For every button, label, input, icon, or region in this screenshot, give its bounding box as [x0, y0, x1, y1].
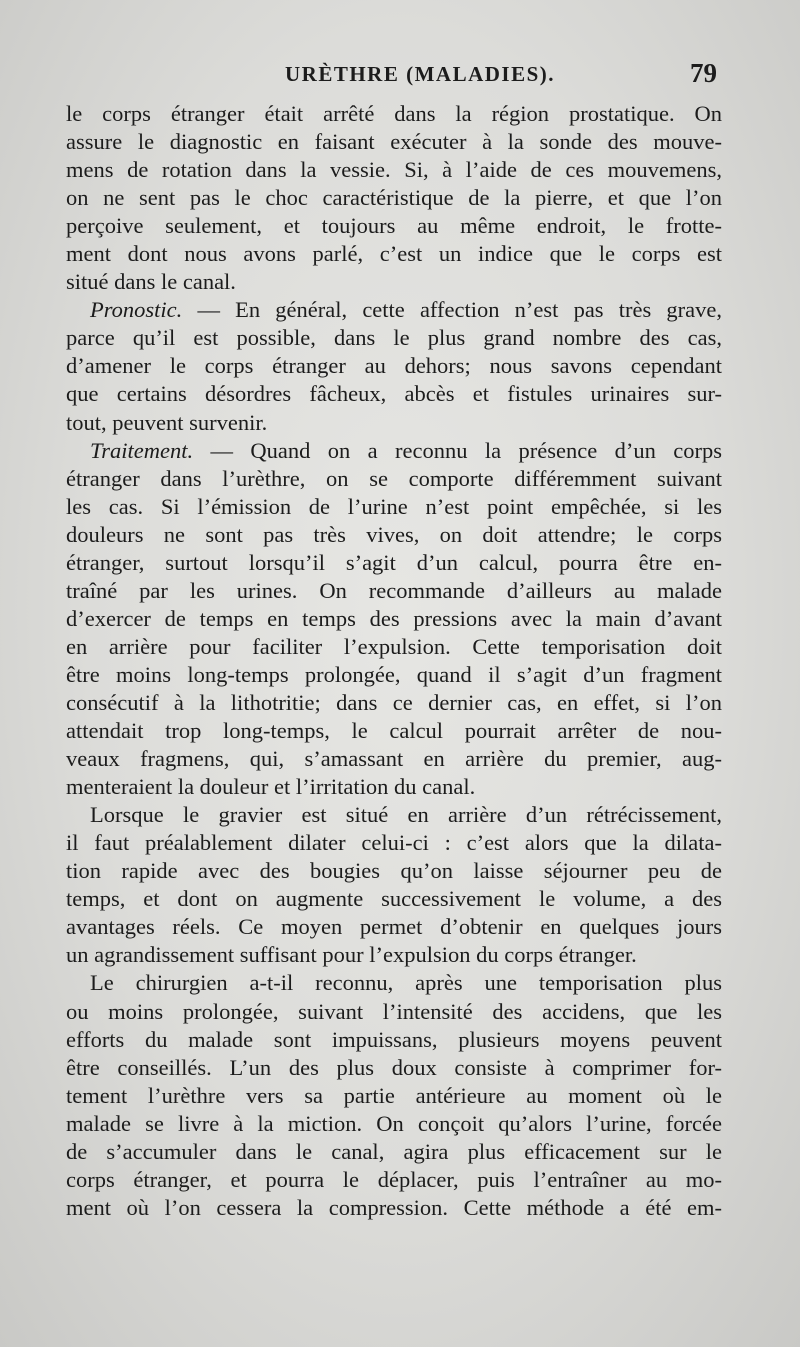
- text-line: tion rapide avec des bougies qu’on laisse séjourner peu de: [66, 858, 722, 884]
- text-line: de s’accumuler dans le canal, agira plus efficacement sur le: [66, 1138, 722, 1164]
- text-line: corps étranger, et pourra le déplacer, puis l’entraîner au mo-: [66, 1166, 722, 1192]
- text-line: douleurs ne sont pas très vives, on doit attendre; le corps: [66, 521, 722, 547]
- pronostic-first-line: [66, 296, 722, 324]
- text-line: perçoive seulement, et toujours au même endroit, le frotte-: [66, 213, 722, 239]
- text-line: traîné par les urines. On recommande d’ailleurs au malade: [66, 577, 722, 603]
- text-line: situé dans le canal.: [66, 269, 236, 295]
- text-line: étranger dans l’urèthre, on se comporte différemment suivant: [66, 465, 722, 491]
- text-line: assure le diagnostic en faisant exécuter à la sonde des mouve-: [66, 129, 722, 155]
- text-line: le corps étranger était arrêté dans la région prostatique. On: [66, 101, 722, 126]
- text-line: ment dont nous avons parlé, c’est un indice que le corps est: [66, 241, 722, 267]
- text-line: un agrandissement suffisant pour l’expulsion du corps étranger.: [66, 942, 637, 968]
- running-head: URÈTHRE (MALADIES).: [285, 62, 556, 86]
- text-line: parce qu’il est possible, dans le plus grand nombre des cas,: [66, 325, 722, 351]
- text-line: en arrière pour faciliter l’expulsion. Cette temporisation doit: [66, 633, 722, 659]
- text-line: consécutif à la lithotritie; dans ce dernier cas, en effet, si l’on: [66, 689, 722, 715]
- text-line: étranger, surtout lorsqu’il s’agit d’un calcul, pourra être en-: [66, 549, 722, 575]
- text-line: il faut préalablement dilater celui-ci : c’est alors que la dilata-: [66, 830, 722, 856]
- text-line: malade se livre à la miction. On conçoit qu’alors l’urine, forcée: [66, 1110, 722, 1136]
- text-line: ment où l’on cessera la compression. Cette méthode a été em-: [66, 1194, 722, 1220]
- text-line: veaux fragmens, qui, s’amassant en arrière du premier, aug-: [66, 746, 722, 772]
- traitement-first-line: [66, 437, 722, 465]
- text-line: Lorsque le gravier est situé en arrière d’un rétrécissement,: [90, 802, 722, 828]
- text-line: être moins long-temps prolongée, quand il s’agit d’un fragment: [66, 661, 722, 687]
- page-header: [0, 58, 800, 94]
- text-line: temps, et dont on augmente successivement le volume, a des: [66, 886, 722, 912]
- text-line: efforts du malade sont impuissans, plusieurs moyens peuvent: [66, 1026, 722, 1052]
- text-line: tement l’urèthre vers sa partie antérieure au moment où le: [66, 1082, 722, 1108]
- pronostic-text: — En général, cette affection n’est pas très grave,: [182, 297, 722, 323]
- text-line: d’amener le corps étranger au dehors; nous savons cependant: [66, 353, 722, 379]
- text-line: mens de rotation dans la vessie. Si, à l’aide de ces mouvemens,: [66, 157, 722, 183]
- traitement-text: — Quand on a reconnu la présence d’un corps: [193, 437, 722, 463]
- text-line: que certains désordres fâcheux, abcès et fistules urinaires sur-: [66, 381, 722, 407]
- body-text: [66, 100, 722, 1222]
- text-line: d’exercer de temps en temps des pressions avec la main d’avant: [66, 605, 722, 631]
- text-line: menteraient la douleur et l’irritation du canal.: [66, 774, 476, 800]
- pronostic-heading: Pronostic.: [90, 297, 183, 323]
- text-line: être conseillés. L’un des plus doux consiste à comprimer for-: [66, 1054, 722, 1080]
- text-line: ou moins prolongée, suivant l’intensité des accidens, que les: [66, 998, 722, 1024]
- text-line: Le chirurgien a-t-il reconnu, après une temporisation plus: [90, 970, 722, 996]
- page-number: 79: [690, 58, 717, 88]
- text-line: avantages réels. Ce moyen permet d’obtenir en quelques jours: [66, 914, 722, 940]
- text-line: attendait trop long-temps, le calcul pourrait arrêter de nou-: [66, 718, 722, 744]
- text-line: tout, peuvent survenir.: [66, 409, 268, 435]
- text-line: on ne sent pas le choc caractéristique de la pierre, et que l’on: [66, 185, 722, 211]
- text-line: les cas. Si l’émission de l’urine n’est point empêchée, si les: [66, 493, 722, 519]
- traitement-heading: Traitement.: [90, 437, 194, 463]
